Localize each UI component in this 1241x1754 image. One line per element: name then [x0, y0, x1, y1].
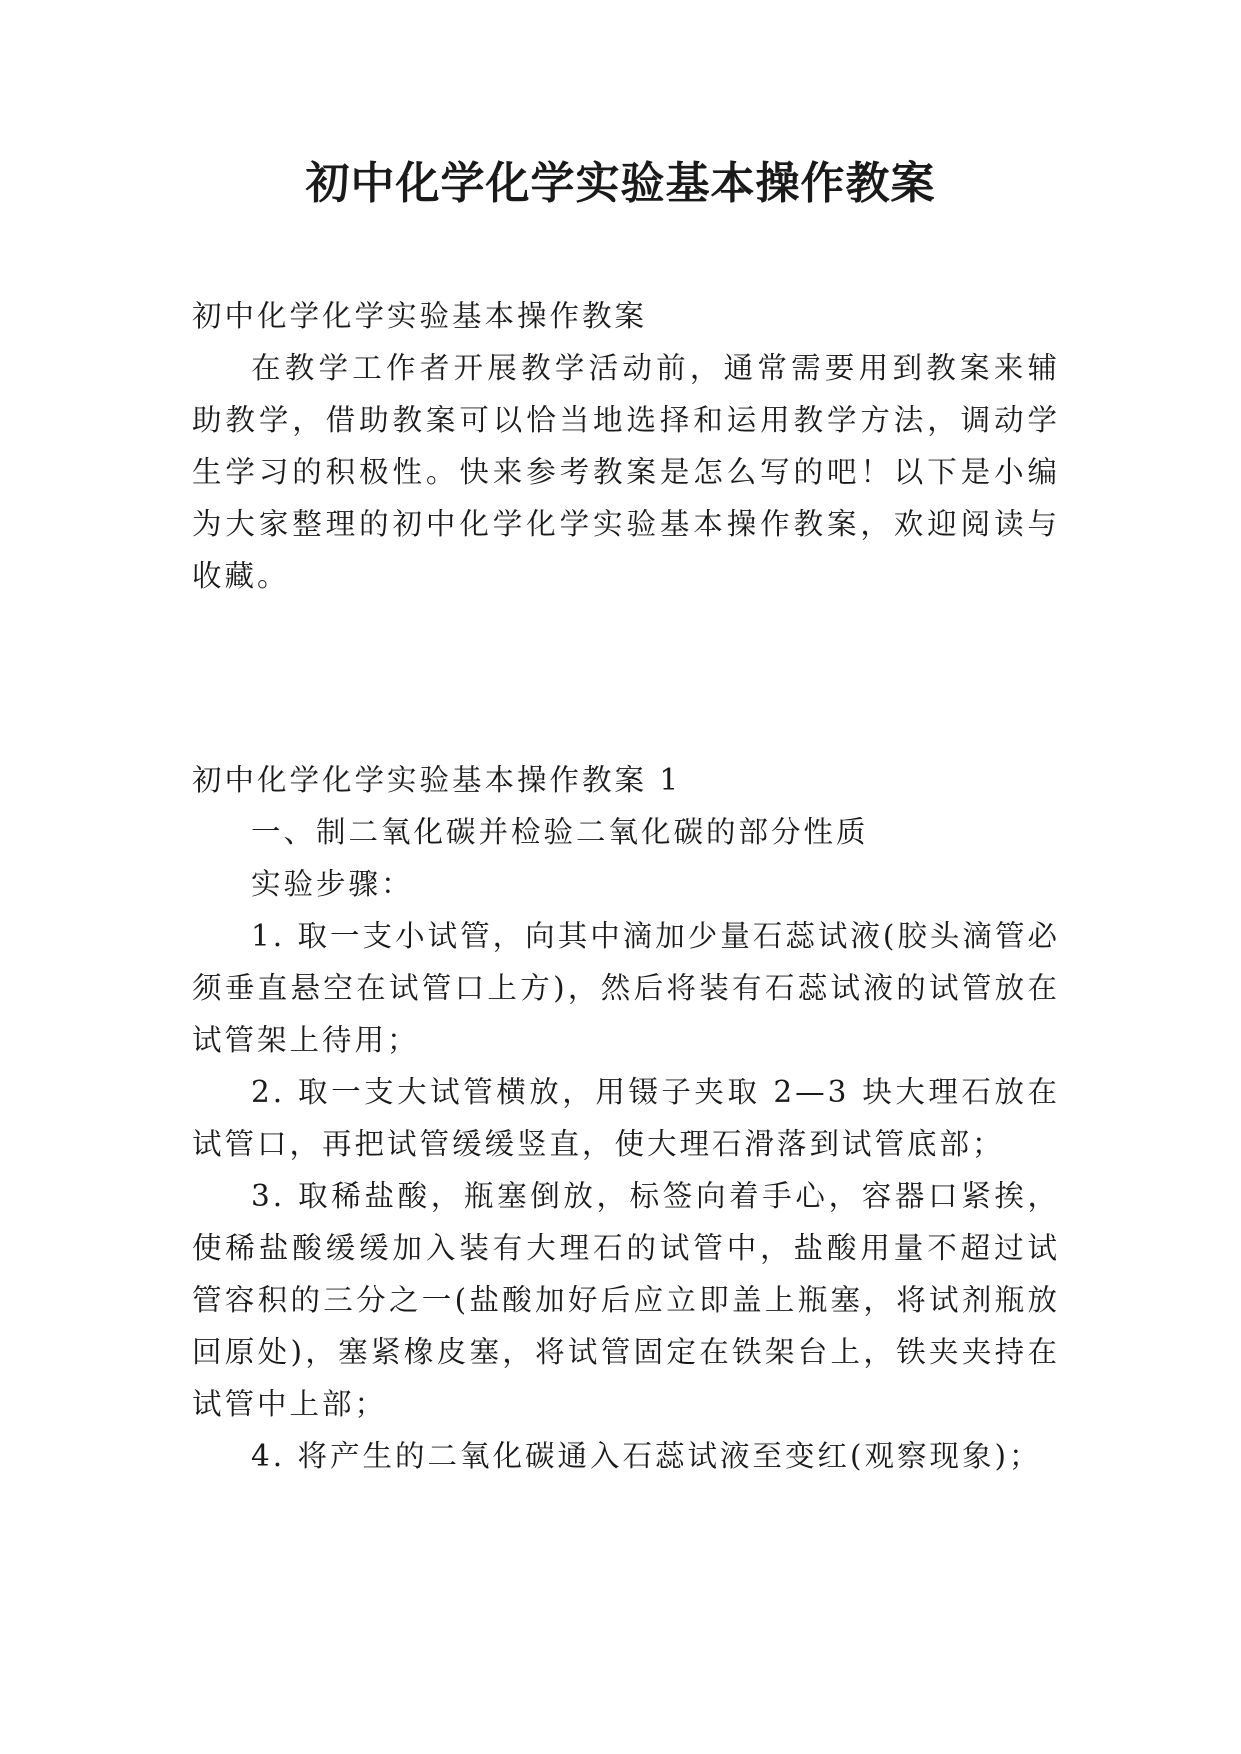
document-body [192, 290, 1060, 1482]
section-item: 3. 取稀盐酸，瓶塞倒放，标签向着手心，容器口紧挨，使稀盐酸缓缓加入装有大理石的试管中，盐酸用量不超过试管容积的三分之一(盐酸加好后应立即盖上瓶塞，将试剂瓶放回原处)，塞紧橡皮塞，将试管固定在铁架台上，铁夹夹持在试管中上部； [192, 1179, 1060, 1421]
section-item: 1. 取一支小试管，向其中滴加少量石蕊试液(胶头滴管必须垂直悬空在试管口上方)，然后将装有石蕊试液的试管放在试管架上待用； [192, 919, 1060, 1057]
section-item: 4. 将产生的二氧化碳通入石蕊试液至变红(观察现象)； [251, 1439, 1042, 1473]
section-item: 2. 取一支大试管横放，用镊子夹取 2—3 块大理石放在试管口，再把试管缓缓竖直，使大理石滑落到试管底部； [192, 1075, 1060, 1161]
section-heading: 初中化学化学实验基本操作教案 1 [192, 763, 682, 797]
intro-paragraph: 在教学工作者开展教学活动前，通常需要用到教案来辅助教学，借助教案可以恰当地选择和运用教学方法，调动学生学习的积极性。快来参考教案是怎么写的吧！以下是小编为大家整理的初中化学化学实验基本操作教案，欢迎阅读与收藏。 [192, 351, 1060, 593]
section-spacer [192, 602, 1060, 754]
document-title: 初中化学化学实验基本操作教案 [305, 158, 936, 209]
subtitle-line: 初中化学化学实验基本操作教案 [192, 299, 648, 333]
section-item: 实验步骤： [251, 867, 414, 901]
section-item: 一、制二氧化碳并检验二氧化碳的部分性质 [251, 815, 869, 849]
